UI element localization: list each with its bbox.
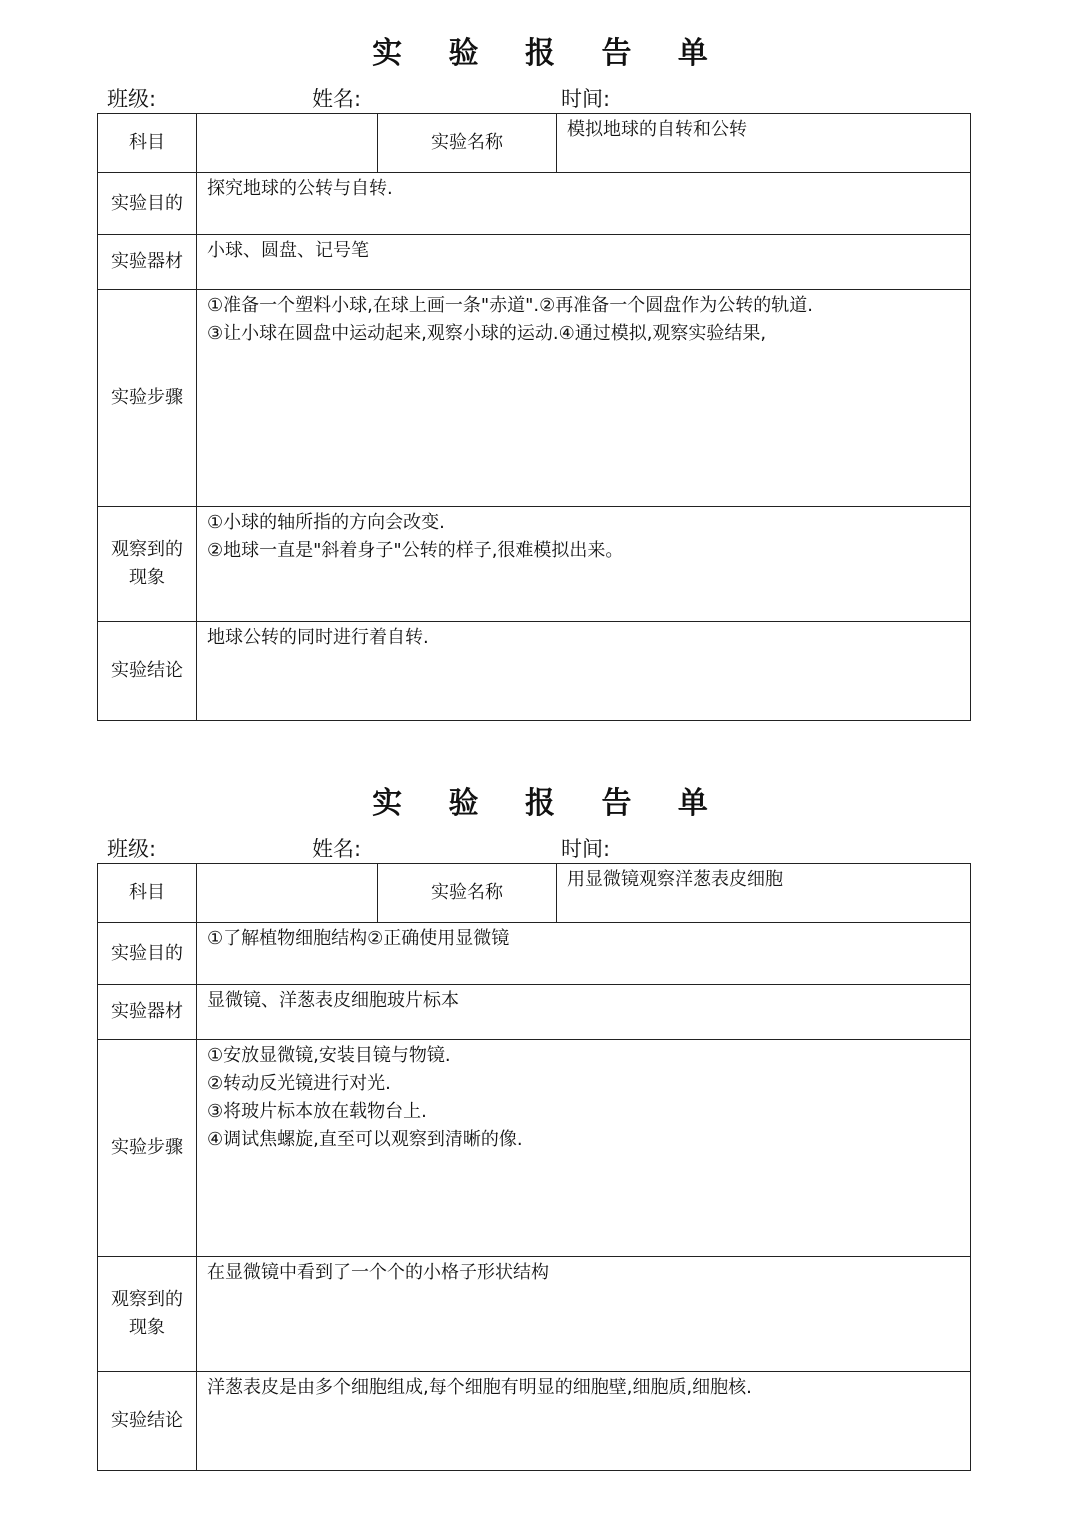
phenomenon-line: ①小球的轴所指的方向会改变. (207, 512, 445, 533)
phenomenon-label (98, 507, 197, 622)
phenomenon-value (197, 507, 971, 622)
step-line: ③让小球在圆盘中运动起来,观察小球的运动.④通过模拟,观察实验结果, (207, 323, 767, 344)
row-equipment (98, 235, 971, 290)
row-phenomenon (98, 507, 971, 622)
conclusion-label: 实验结论 (98, 1372, 197, 1471)
name-label: 姓名: (312, 837, 362, 861)
report-title: 实 验 报 告 单 (372, 36, 726, 71)
report-header (0, 84, 1080, 114)
phenomenon-label-line2: 现象 (129, 1317, 165, 1338)
report-header (0, 834, 1080, 864)
steps-label: 实验步骤 (98, 1040, 197, 1257)
class-label: 班级: (107, 837, 157, 861)
subject-value (197, 114, 378, 173)
steps-value (197, 290, 971, 507)
step-line: ②转动反光镜进行对光. (207, 1073, 391, 1094)
experiment-name-value: 模拟地球的自转和公转 (557, 114, 971, 173)
row-equipment (98, 985, 971, 1040)
phenomenon-line: ②地球一直是"斜着身子"公转的样子,很难模拟出来。 (207, 540, 624, 561)
time-label: 时间: (561, 837, 611, 861)
row-conclusion (98, 1372, 971, 1471)
subject-label: 科目 (98, 114, 197, 173)
conclusion-value: 洋葱表皮是由多个细胞组成,每个细胞有明显的细胞壁,细胞质,细胞核. (197, 1372, 971, 1471)
conclusion-label: 实验结论 (98, 622, 197, 721)
row-phenomenon (98, 1257, 971, 1372)
row-steps (98, 290, 971, 507)
steps-value (197, 1040, 971, 1257)
row-purpose (98, 923, 971, 985)
purpose-label: 实验目的 (98, 923, 197, 985)
subject-value (197, 864, 378, 923)
phenomenon-label-line1: 观察到的 (111, 539, 183, 560)
row-purpose (98, 173, 971, 235)
row-subject (98, 114, 971, 173)
purpose-value: ①了解植物细胞结构②正确使用显微镜 (197, 923, 971, 985)
equipment-value: 显微镜、洋葱表皮细胞玻片标本 (197, 985, 971, 1040)
phenomenon-label-line2: 现象 (129, 567, 165, 588)
subject-label: 科目 (98, 864, 197, 923)
phenomenon-label (98, 1257, 197, 1372)
experiment-name-value: 用显微镜观察洋葱表皮细胞 (557, 864, 971, 923)
equipment-label: 实验器材 (98, 235, 197, 290)
step-line: ①安放显微镜,安装目镜与物镜. (207, 1045, 451, 1066)
phenomenon-line: 在显微镜中看到了一个个的小格子形状结构 (207, 1262, 549, 1283)
report-title: 实 验 报 告 单 (372, 786, 726, 821)
report-table (97, 863, 971, 1471)
phenomenon-label-line1: 观察到的 (111, 1289, 183, 1310)
experiment-name-label: 实验名称 (378, 864, 557, 923)
name-label: 姓名: (312, 87, 362, 111)
purpose-value: 探究地球的公转与自转. (197, 173, 971, 235)
phenomenon-value (197, 1257, 971, 1372)
purpose-label: 实验目的 (98, 173, 197, 235)
row-subject (98, 864, 971, 923)
row-conclusion (98, 622, 971, 721)
time-label: 时间: (561, 87, 611, 111)
class-label: 班级: (107, 87, 157, 111)
steps-label: 实验步骤 (98, 290, 197, 507)
experiment-name-label: 实验名称 (378, 114, 557, 173)
step-line: ④调试焦螺旋,直至可以观察到清晰的像. (207, 1129, 523, 1150)
report-table (97, 113, 971, 721)
step-line: ①准备一个塑料小球,在球上画一条"赤道".②再准备一个圆盘作为公转的轨道. (207, 295, 813, 316)
equipment-value: 小球、圆盘、记号笔 (197, 235, 971, 290)
equipment-label: 实验器材 (98, 985, 197, 1040)
step-line: ③将玻片标本放在载物台上. (207, 1101, 427, 1122)
row-steps (98, 1040, 971, 1257)
conclusion-value: 地球公转的同时进行着自转. (197, 622, 971, 721)
